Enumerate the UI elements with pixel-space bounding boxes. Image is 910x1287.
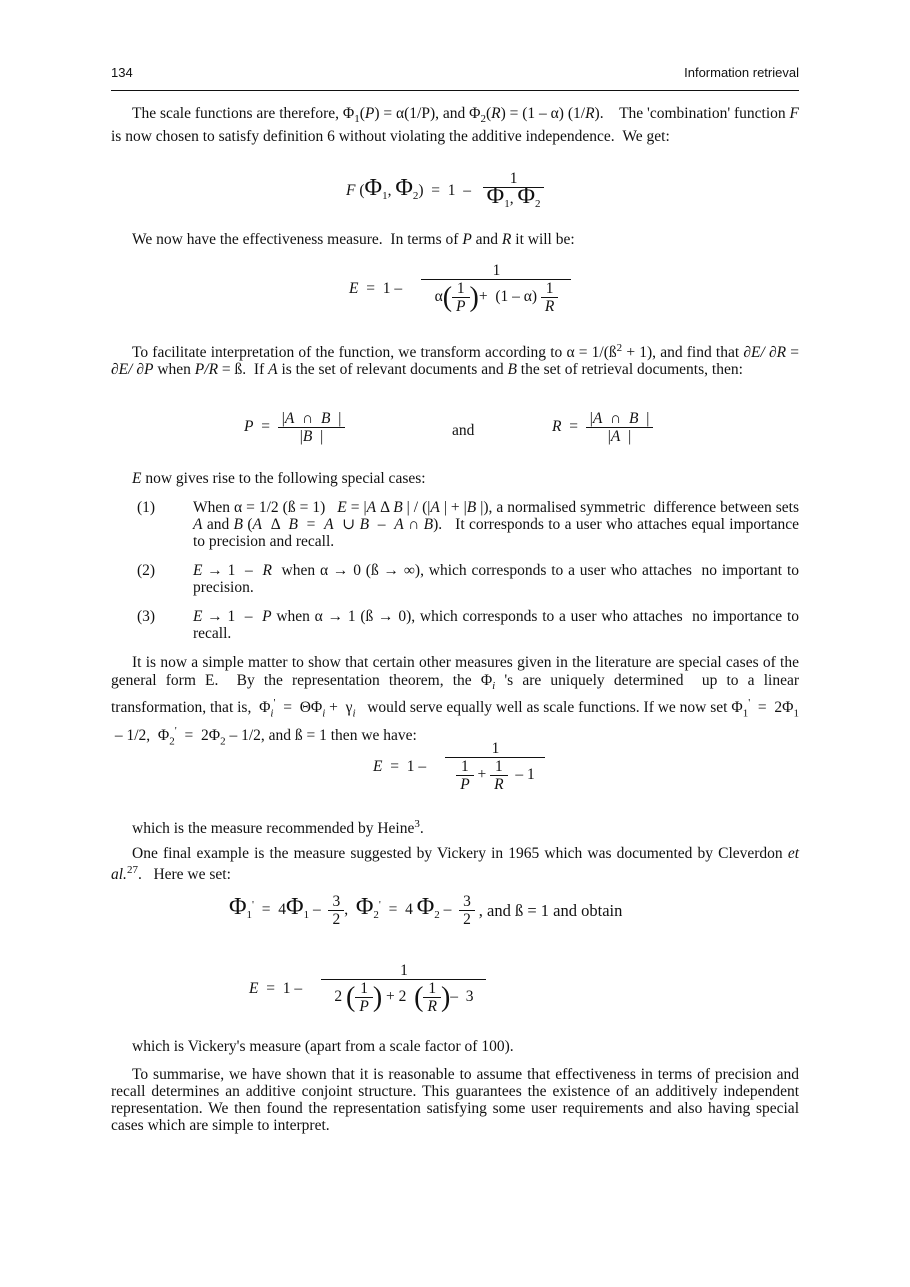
equation-recall: R = $\frac{|A \cap B |}{|A |}$ <box>552 410 653 445</box>
paragraph-7: One final example is the measure suggested by Vickery in 1965 which was documented by Cleverdon et al.$^{27}$. Here we set: <box>111 845 799 884</box>
and-word: and <box>452 422 475 439</box>
header-rule <box>111 90 799 91</box>
equation-precision: P = $\frac{|A \cap B |}{|B |}$ <box>244 410 345 445</box>
running-title: Information retrieval <box>684 65 799 80</box>
case-1-text: When α = 1/2 (ß = 1) E = |A Δ B | / (|A | + |B |), a normalised symmetric difference between sets A and B (A Δ B = A ∪ B – A ∩ B). It corresponds to a user who attaches equal importance to precision and recall. <box>193 499 799 550</box>
page-number: 134 <box>111 65 133 80</box>
equation-combination: F ($\Phi_1$, $\Phi_2) = 1$ – $\frac{1}{\Phi_1, \Phi_2}$ <box>346 170 544 213</box>
paragraph-2: We now have the effectiveness measure. In terms of P and R it will be: <box>132 231 575 248</box>
vickery-tail: , and ß = 1 and obtain <box>478 901 623 920</box>
paragraph-5: It is now a simple matter to show that certain other measures given in the literature are special cases of the general form E. By the representation theorem, the $\Phi_i$ 's are uniquely determined up to a linear transformation, that is, $\Phi_i' = \Theta\Phi_i + \gamma_i$ would serve equally well as scale functions. If we now set $\Phi_1' = 2\Phi_1 - 1/2$, $\Phi_2' = 2\Phi_2 - 1/2$, and ß = 1 then we have: <box>111 654 799 748</box>
equation-vickery-set: $\Phi_1' = 4\Phi_1$ – $\frac{3}{2}$ , $\Phi_2' = 4$ $\Phi_2$ – $\frac{3}{2}$ , and ß = 1 and obtain <box>229 893 623 928</box>
paragraph-9: To summarise, we have shown that it is reasonable to assume that effectiveness in terms of precision and recall determines an additive conjoint structure. This guarantees the existence of an additively independent representation. We then found the representation satisfying some user requirements and also having special cases which are simple to interpret. <box>111 1066 799 1134</box>
paragraph-8: which is Vickery's measure (apart from a scale factor of 100). <box>132 1038 514 1055</box>
case-3-text: E → 1 – P when α → 1 (ß → 0), which corresponds to a user who attaches no importance to recall. <box>193 608 799 642</box>
paragraph-3: To facilitate interpretation of the function, we transform according to $\alpha = 1/(ß^2 + 1)$, and find that ∂E/ ∂R = ∂E/ ∂P when P/R = ß. If A is the set of relevant documents and B the set of retrieval documents, then: <box>111 342 799 379</box>
equation-effectiveness: E = 1 – 1 α( $\frac{1}{P}$ )+ (1 – α) $\frac{1}{R}$ <box>349 262 571 315</box>
case-2-text: E → 1 – R when α → 0 (ß → ∞), which corresponds to a user who attaches no important to precision. <box>193 562 800 596</box>
paragraph-1: The scale functions are therefore, $\Phi_1(P) = \alpha(1/P)$, and $\Phi_2(R) = (1 - \alpha)$ (1/R). The 'combination' function F is now chosen to satisfy definition 6 without violating the additive independence. We get: <box>111 105 799 146</box>
case-2-number: (2) <box>137 562 156 579</box>
paragraph-6: which is the measure recommended by Heine$^3$. <box>132 818 424 838</box>
case-1-number: (1) <box>137 499 156 516</box>
equation-vickery: E = 1 – 1 2 ( $\frac{1}{P}$ ) + 2 ( $\frac{1}{R}$ )– 3 <box>249 962 486 1015</box>
case-3-number: (3) <box>137 608 156 625</box>
paragraph-4: E now gives rise to the following special cases: <box>132 470 426 487</box>
equation-heine: E = 1 – 1 $\frac{1}{P}$ + $\frac{1}{R}$ – 1 <box>373 740 545 793</box>
